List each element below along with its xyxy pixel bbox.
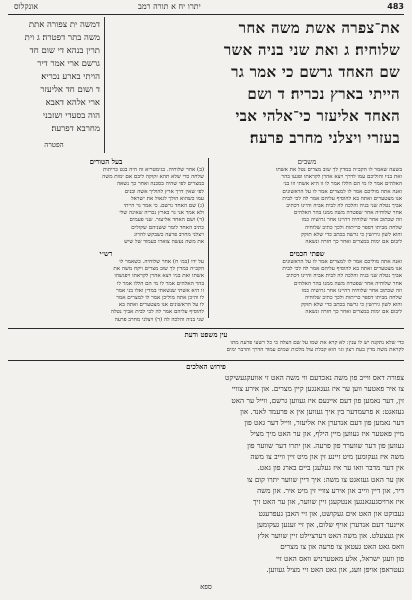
onkelos-label: הפטרה <box>44 141 64 149</box>
onkelos-line: דמשה ית צפורה אתת <box>28 20 100 30</box>
onkelos-line: תרין בנהא די שום חד <box>29 46 100 56</box>
sifsei-intro-label: משבים <box>297 158 317 166</box>
rashi-line: שני בניה והלכה לה (ד) ויצלני מחרב פרעה <box>114 316 204 323</box>
sifsei-line: אנו מצטערים ואתה בא להוסיף עליהם אמר לה לכי לבית <box>282 195 402 202</box>
onkelos-title: אונקלוס <box>14 2 39 11</box>
torah-line: שם האחד גרשם כי אמר גר <box>231 63 400 81</box>
book-title: יתרו יח א תורה רמב <box>138 2 201 11</box>
rashi-text <box>8 259 204 325</box>
sifsei-line-continued: אחר שלוחיה אחר שפטרה משה ממנו בהר האלהים <box>293 280 402 287</box>
sifsei-line: והוא לשון גירושין כי גרשה בכתב כדי שלא תזקק <box>300 231 402 238</box>
yiddish-line: דער נאמען פון דעם אנדערן איז אליעזר, ווייל דער גאט פון <box>244 418 404 428</box>
yiddish-line: און ער האט געזאגט צו משה: איך דיין שווער יתרו קום צו <box>246 474 404 484</box>
baal-haturim-line: במצרים לפי שהיה בסכנה ואחר כך נשאה <box>116 181 204 188</box>
sifsei-line: ליבום אם ימות במצרים ואחר כך חזרה ונשאה <box>305 239 402 246</box>
baal-haturim-line: (ב) אחר שלוחיה. בגימטריא זה היה בגט כריתות <box>102 167 204 173</box>
rashi-line: זו היא אשתי שנשאתי במדין ואלו בני אמר <box>116 287 204 294</box>
onkelos-line: גרשם ארי אמר דיר <box>37 59 100 69</box>
yiddish-line: איינער דעם אנדערן אויף שלום, און זיי זענען געקומען <box>256 519 404 529</box>
onkelos-line: ארי אלהא דאבא <box>45 98 100 108</box>
sifsei-line: וזה שכתוב אחר שלוחיה דהיינו אחר גרושיה כמו <box>301 217 402 224</box>
yiddish-text <box>8 372 404 578</box>
mid-note-line: כדי שלא נתקנה יש לו ענין: לא קרא את שמו על שם הצלה כי כל רשעי פרעה מתו <box>230 340 404 346</box>
sifsei-line: ואת בניו והוליכם עמו לדרך ויצא אהרן לקראתו ופגעו בהר <box>281 174 402 181</box>
yiddish-line: איז ארויסגעגאנגען אנטקעגן זיין שווער, און ער האט זיך <box>252 497 404 507</box>
rashi-line: הקב״ה במדין לך שוב מצרים ויקח משה את <box>113 266 204 273</box>
rashi-line: בהר האלהים אמר לו מי הם הללו אמר לו <box>116 280 204 287</box>
yiddish-line: פון וועגן ישראל, אלע מאטערניש וואס האט זיי <box>275 553 404 563</box>
upper-commentary-divider <box>208 158 209 318</box>
yiddish-line: וואס גאט האט געטאן צו פרעה און צו מצרים <box>280 542 404 552</box>
yiddish-line: זין, דער נאמען פון דעם איינעם איז געווען גרשם, ווייל ער האט <box>231 395 404 405</box>
sifsei-line: ואנה אתה מוליכם אמר לו למצרים אמר לו על הראשונים <box>282 188 402 195</box>
sifsei-chachamim-continued <box>212 259 402 325</box>
baal-haturim-line: עמו כשהוא הולך לגאול את ישראל <box>130 195 204 202</box>
header-rule <box>8 14 404 15</box>
torah-line: בעזרי ויצלני מחרב פרעה׃ <box>249 129 400 147</box>
onkelos-divider <box>104 17 105 153</box>
baal-haturim-text <box>8 167 204 249</box>
torah-line: את־צפרה אשת משה אחר <box>238 19 400 37</box>
sifsei-line: אביך נטלה שני בניה והלכה לה לבית אביה והיינו דכתיב <box>286 203 402 210</box>
yiddish-rule <box>8 360 404 361</box>
torah-line: שלוחיה׃ ג ואת שני בניה אשר <box>223 41 400 59</box>
baal-haturim-line: ולא אמר אני גר בארץ נכריה שאינה שלי <box>119 210 204 217</box>
yiddish-line: מיין פאטער איז געווען מיין הילף, און ער האט מיך מציל <box>250 429 404 439</box>
sifsei-line-continued: וזה שכתוב אחר שלוחיה דהיינו אחר גרושיה כמו <box>301 287 402 294</box>
sifsei-line-continued: ליבום אם ימות במצרים ואחר כך חזרה ונשאה <box>305 309 402 316</box>
torah-text <box>108 17 400 155</box>
onkelos-text <box>8 19 100 141</box>
sifsei-line-continued: ואנה אתה מוליכם אמר לו למצרים אמר לו על הראשונים <box>282 259 402 265</box>
sifsei-line-continued: אביך נטלה שני בניה והלכה לה לבית אביה והיינו דכתיב <box>286 273 402 280</box>
yiddish-title: פירוש האלכים <box>186 362 226 371</box>
mid-note-line: לקראת משה מדין בעת רצון וגו׳ הוא קבלת עול מלכות שמים עמוד הדרך והדבר ימים <box>226 347 404 354</box>
mid-note-text <box>8 340 404 356</box>
rashi-line: על ידו (במ׳ ח) אחר שלוחיה. כשאמר לו <box>119 259 204 265</box>
yiddish-line: געבוקט און האט אים געקושט, און זיי האבן געפרעגט <box>258 508 404 518</box>
running-header <box>8 2 404 13</box>
sifsei-line: אחר שלוחיה אחר שפטרה משה ממנו בהר האלהים <box>293 210 402 217</box>
baal-haturim-title: בעל הטורים <box>89 157 123 166</box>
baal-haturim-line: (ג) שם האחד גרשם. כי אמר גר הייתי <box>123 203 204 210</box>
onkelos-line: הוה בסעדי ושזבני <box>42 111 100 121</box>
rashi-line: להוסיף עליהם אמר לה לכי לבית אביך נטלה <box>110 309 204 316</box>
yiddish-line: געזאגט: א פרעמדער בין איך געווען אין א פרעמד לאנד. און <box>240 406 404 416</box>
sifsei-line: האלהים אמר לו מי הם הללו אמר לו זו היא אשתי וזו בני <box>283 181 402 188</box>
sifsei-line-continued: והוא לשון גירושין כי גרשה בכתב כדי שלא תזקק <box>300 302 402 309</box>
baal-haturim-line: לפי שאין דרך ארץ להוליך אשה ובנים <box>124 188 204 195</box>
sifsei-line: שלחה מביתו דספר כריתות ולכך כתיב שלוחיה <box>304 224 402 231</box>
baal-haturim-line: שלחה כדי שלא תהא זקוקה ליבם אם ימות משה <box>102 174 204 181</box>
sifsei-line: בשעה שאמר לו הקב״ה במדין לך שוב מצרים נטל את אשתו <box>275 167 402 173</box>
yiddish-line: דיר, און דיין ווייב און אירע צוויי זין מיט איר. און משה <box>257 485 404 495</box>
rashi-line: אשתו ואת בניו ויצא אהרן לקראתו ויפגשהו <box>114 273 204 280</box>
onkelos-line: משה בתר דפטרה׃ ג וית <box>24 33 100 43</box>
baal-haturim-line: את משה נעשה צוארו כעמוד של שיש <box>124 239 204 246</box>
onkelos-line: הויתי בארע נכריא׃ <box>41 72 100 82</box>
sifsei-line-continued: אנו מצטערים ואתה בא להוסיף עליהם אמר לה לכי לבית <box>282 266 402 273</box>
page-number: 483 <box>387 2 404 11</box>
baal-haturim-line: (ד) ושם האחד אליעזר. שני פעמים <box>129 217 204 224</box>
rashi-line: לו והיכן אתה מוליכן אמר לו למצרים אמר <box>116 295 204 302</box>
onkelos-line: ד ושום חד אליעזר <box>40 85 100 95</box>
baal-haturim-line: כתיב האחד לומר ששניהם שקולים <box>131 224 204 231</box>
torah-line: האחד אליעזר כי־אלהי אבי <box>235 107 400 125</box>
yiddish-line: צו איר פאטער ווען ער איז געגאנגען קיין מצרים. און אירע צוויי <box>231 384 404 394</box>
onkelos-line: מחרבא דפרעה׃ <box>51 124 100 134</box>
sifsei-line-continued: שלחה מביתו דספר כריתות ולכך כתיב שלוחיה <box>304 295 402 302</box>
footer-signature: ספא <box>200 583 212 591</box>
yiddish-line: געווען פון דער שווערד פון פרעה. און יתרו דער שווער פון <box>247 440 404 450</box>
rashi-title: רש״י <box>99 249 113 258</box>
torah-line: הייתי בארץ נכריה׃ ד ושם <box>247 85 400 103</box>
mid-rule <box>8 328 404 329</box>
sifsei-chachamim-text <box>212 167 402 247</box>
rashi-line: לו על הראשונים אנו מצטערים ואתה בא <box>118 302 204 309</box>
sifsei-chachamim-title: שפתי חכמים <box>289 249 325 258</box>
mid-note-title: עין משפט ודעת <box>184 330 228 339</box>
baal-haturim-line: ויצלני מחרב פרעה כשבקש להרוג <box>134 231 204 238</box>
yiddish-line: אין געצעלט. און משה האט דערציילט זיין שווער אלץ <box>257 531 404 541</box>
yiddish-line: משה איז געקומען מיט זיינע זין און מיט זיין ווייב צו משה <box>250 452 404 462</box>
yiddish-line: אין דער מדבר וואו ער איז געלעגן ביים בארג פון גאט. <box>257 463 404 473</box>
yiddish-line: געטראפן אויפן וועג, און גאט האט זיי מציל געווען. <box>266 565 404 575</box>
yiddish-line: צפורה דאס ווייב פון משה נאכדעם ווי משה האט זי אוועקגעשיקט <box>225 373 404 382</box>
